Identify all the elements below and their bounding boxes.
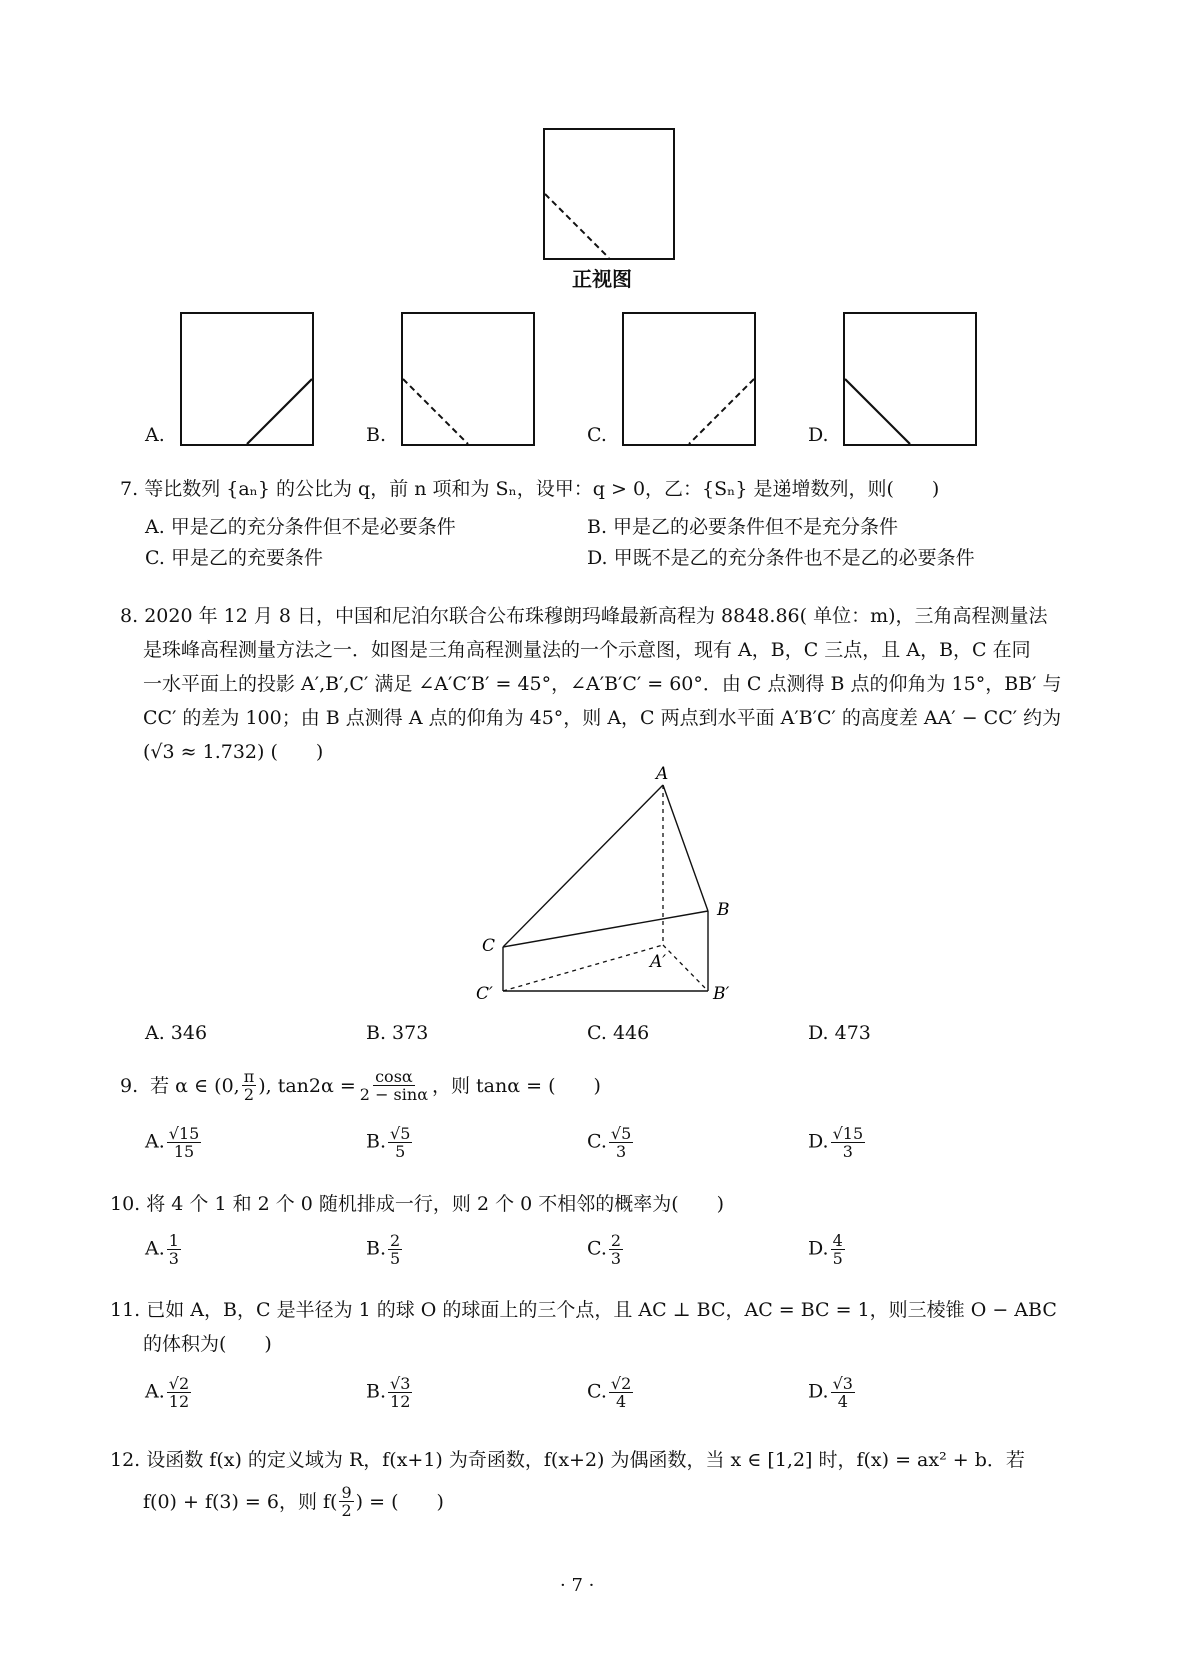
q7-option-a: A. 甲是乙的充分条件但不是必要条件 — [145, 516, 456, 538]
label-A-prime: A′ — [650, 952, 667, 972]
question-stem-line: 设函数 f(x) 的定义域为 R，f(x+1) 为奇函数，f(x+2) 为偶函数，当 x ∈ [1,2] 时，f(x) = ax² + b．若 — [146, 1449, 1025, 1471]
q8-option-c: C. 446 — [587, 1022, 650, 1044]
question-7 — [120, 472, 939, 506]
q9-option-b: B. $\frac{√5}{5}$ — [366, 1124, 411, 1161]
figure-option-a-label: A. — [145, 424, 165, 446]
q9-option-c: C. $\frac{√5}{3}$ — [587, 1124, 632, 1161]
question-number: 8. — [120, 605, 139, 627]
question-stem-line: (√3 ≈ 1.732) ( ) — [143, 741, 324, 763]
cos-fraction: $\frac{\cos\alpha}{2 - \sin\alpha}$ — [359, 1067, 428, 1104]
q9-option-a: A. $\frac{√15}{15}$ — [145, 1124, 200, 1161]
figure-option-d — [843, 312, 977, 446]
figure-option-c — [622, 312, 756, 446]
question-stem: 等比数列 {aₙ} 的公比为 q，前 n 项和为 Sₙ，设甲：q > 0，乙：{Sₙ} 是递增数列，则( ) — [144, 478, 940, 500]
figure-option-d-label: D. — [808, 424, 829, 446]
question-number: 10. — [110, 1193, 141, 1215]
question-8 — [120, 599, 1048, 633]
question-11 — [110, 1293, 1057, 1327]
question-12-line2 — [143, 1484, 444, 1519]
q11-option-a: A. $\frac{√2}{12}$ — [145, 1374, 190, 1411]
question-number: 7. — [120, 478, 139, 500]
question-12 — [110, 1443, 1025, 1477]
label-B-prime: B′ — [713, 984, 730, 1004]
label-C-prime: C′ — [476, 984, 493, 1004]
q10-option-c: C. $\frac{2}{3}$ — [587, 1231, 622, 1268]
question-number: 9. — [120, 1074, 139, 1097]
label-B: B — [717, 900, 730, 920]
nine-halves: $\frac{9}{2}$ — [341, 1483, 352, 1520]
q10-option-d: D. $\frac{4}{5}$ — [808, 1231, 843, 1268]
q11-option-b: B. $\frac{√3}{12}$ — [366, 1374, 411, 1411]
question-10 — [110, 1187, 724, 1221]
figure-option-b-label: B. — [366, 424, 387, 446]
stem-part: ) = ( ) — [355, 1490, 444, 1513]
stem-part: f(0) + f(3) = 6，则 f( — [143, 1490, 338, 1513]
q8-option-d: D. 473 — [808, 1022, 871, 1044]
question-number: 11. — [110, 1299, 141, 1321]
pi-over-two: $\frac{\pi}{2}$ — [243, 1067, 255, 1104]
triangulation-diagram — [470, 765, 760, 1015]
q9-option-d: D. $\frac{√15}{3}$ — [808, 1124, 864, 1161]
stem-part: ，则 tanα = ( ) — [432, 1074, 601, 1097]
question-stem-line: 一水平面上的投影 A′,B′,C′ 满足 ∠A′C′B′ = 45°，∠A′B′C′ = 60°．由 C 点测得 B 点的仰角为 15°，BB′ 与 — [143, 673, 1062, 695]
question-stem-line: 2020 年 12 月 8 日，中国和尼泊尔联合公布珠穆朗玛峰最新高程为 8848.86( 单位：m)，三角高程测量法 — [144, 605, 1048, 627]
stem-part: ), tan2α = — [258, 1074, 356, 1097]
q10-option-b: B. $\frac{2}{5}$ — [366, 1231, 401, 1268]
q7-option-d: D. 甲既不是乙的充分条件也不是乙的必要条件 — [587, 547, 975, 569]
figure-option-a — [180, 312, 314, 446]
q7-option-b: B. 甲是乙的必要条件但不是充分条件 — [587, 516, 899, 538]
q10-option-a: A. $\frac{1}{3}$ — [145, 1231, 179, 1268]
q11-option-d: D. $\frac{√3}{4}$ — [808, 1374, 853, 1411]
front-view-caption: 正视图 — [572, 267, 632, 291]
q7-option-c: C. 甲是乙的充要条件 — [145, 547, 323, 569]
question-stem-line: CC′ 的差为 100；由 B 点测得 A 点的仰角为 45°，则 A，C 两点到水平面 A′B′C′ 的高度差 AA′ − CC′ 约为 — [143, 707, 1062, 729]
question-number: 12. — [110, 1449, 141, 1471]
q8-option-a: A. 346 — [145, 1022, 208, 1044]
question-stem: 将 4 个 1 和 2 个 0 随机排成一行，则 2 个 0 不相邻的概率为( ) — [146, 1193, 725, 1215]
question-stem-line: 已如 A，B，C 是半径为 1 的球 O 的球面上的三个点，且 AC ⊥ BC，AC = BC = 1，则三棱锥 O − ABC — [146, 1299, 1057, 1321]
question-stem-line: 的体积为( ) — [143, 1333, 272, 1355]
figure-option-c-label: C. — [587, 424, 607, 446]
page-number: · 7 · — [560, 1575, 595, 1596]
stem-part: 若 α ∈ (0, — [150, 1074, 240, 1097]
question-9 — [120, 1068, 601, 1103]
q11-option-c: C. $\frac{√2}{4}$ — [587, 1374, 632, 1411]
figure-option-b — [401, 312, 535, 446]
question-stem-line: 是珠峰高程测量方法之一．如图是三角高程测量法的一个示意图，现有 A，B，C 三点，且 A，B，C 在同 — [143, 639, 1031, 661]
label-C: C — [482, 936, 496, 956]
label-A: A — [656, 765, 669, 784]
q8-option-b: B. 373 — [366, 1022, 429, 1044]
front-view-figure — [543, 128, 675, 260]
